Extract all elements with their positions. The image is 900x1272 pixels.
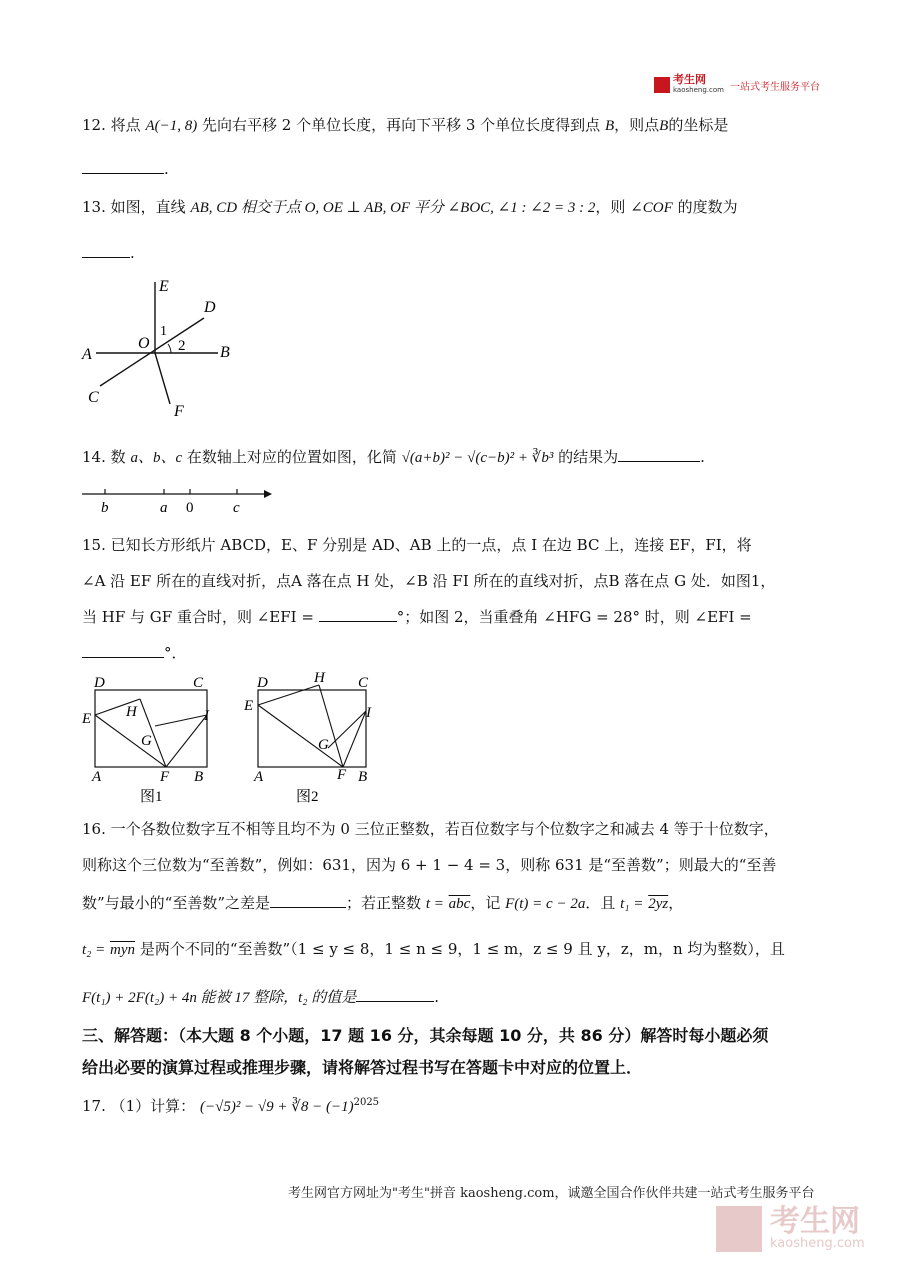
fig1-label-f: F xyxy=(160,769,170,785)
answer-blank[interactable] xyxy=(319,607,397,622)
fig2-label-f: F xyxy=(337,767,347,783)
question-12-answer: . xyxy=(82,156,169,182)
fig2-label-h: H xyxy=(314,670,325,686)
watermark-logo-icon xyxy=(716,1206,762,1252)
question-16: 16. 一个各数位数字互不相等且均不为 0 三位正整数，若百位数字与个位数字之和减去 4 等于十位数字， xyxy=(82,820,779,838)
q15-figure-2 xyxy=(242,668,392,810)
line-cd xyxy=(100,318,204,386)
answer-blank[interactable] xyxy=(82,643,164,658)
fig1-label-c: C xyxy=(193,675,204,691)
watermark xyxy=(716,1206,865,1252)
label-a: A xyxy=(82,346,92,363)
label-b: B xyxy=(220,344,230,361)
header-logo xyxy=(654,74,820,96)
question-15-line4: °． xyxy=(82,640,187,666)
footer-text: 考生网官方网址为"考生"拼音 kaosheng.com，诚邀全国合作伙伴共建一站式考生服务平台 xyxy=(288,1186,815,1201)
q15-figure-1 xyxy=(78,668,228,810)
fig2-label-b: B xyxy=(358,769,368,785)
fig1-caption: 图1 xyxy=(140,789,163,805)
logo-text: 考生网 xyxy=(673,73,706,86)
fig1-label-e: E xyxy=(82,711,92,727)
logo-sub: kaosheng.com xyxy=(673,86,724,94)
watermark-sub: kaosheng.com xyxy=(770,1236,865,1251)
fig2-label-e: E xyxy=(244,698,254,714)
question-16-line5: F(t₁) + 2F(t₂) + 4n 能被 17 整除，t₂ 的值是 . xyxy=(82,988,439,1006)
question-17: 17. （1）计算： (−√5)² − √9 + ∛8 − $(-1)^{2025}$ xyxy=(82,1097,380,1115)
answer-blank[interactable] xyxy=(618,447,700,462)
answer-blank[interactable] xyxy=(270,893,346,908)
q14-number-line xyxy=(80,484,280,518)
angle-2-arc xyxy=(168,344,171,353)
question-12: 12. 将点 A(−1, 8) 先向右平移 2 个单位长度，再向下平移 3 个单位长度得到点 B，则点B的坐标是 xyxy=(82,116,729,134)
axis-label-c: c xyxy=(233,500,240,516)
label-2: 2 xyxy=(178,338,186,354)
question-16-line2: 则称这个三位数为“至善数”，例如：631，因为 6 + 1 − 4 = 3，则称 631 是“至善数”；则最大的“至善 xyxy=(82,856,777,874)
watermark-text: 考生网 xyxy=(770,1204,860,1239)
label-d: D xyxy=(204,299,216,316)
answer-blank[interactable] xyxy=(82,243,130,258)
fig1-label-i: I xyxy=(204,708,209,724)
fig1-label-h: H xyxy=(126,704,137,720)
fig2-label-a: A xyxy=(254,769,264,785)
fig2-caption: 图2 xyxy=(296,789,319,805)
question-16-line3: 数”与最小的“至善数”之差是 ；若正整数 $t = \overline{abc}$，记 F(t) = c − 2a．且 t₁ = 2yz， xyxy=(82,894,684,912)
arrow-head-icon xyxy=(264,490,272,498)
answer-blank[interactable] xyxy=(82,159,164,174)
fig1-label-a: A xyxy=(92,769,102,785)
question-15-line2: ∠A 沿 EF 所在的直线对折，点A 落在点 H 处，∠B 沿 FI 所在的直线对折，点B 落在点 G 处．如图1， xyxy=(82,572,776,590)
label-e: E xyxy=(159,278,169,295)
label-1: 1 xyxy=(160,324,167,339)
label-o: O xyxy=(138,335,150,352)
label-f: F xyxy=(174,403,184,420)
fig2-label-c: C xyxy=(358,675,369,691)
question-13: 13. 如图，直线 AB, CD 相交于点 O, OE ⊥ AB, OF 平分 ∠BOC, ∠1 : ∠2 = 3 : 2，则 ∠COF 的度数为 xyxy=(82,198,738,216)
axis-label-b: b xyxy=(101,500,109,516)
answer-blank[interactable] xyxy=(356,987,434,1002)
question-15-line3: 当 HF 与 GF 重合时，则 ∠EFI = °；如图 2，当重叠角 ∠HFG = 28° 时，则 ∠EFI = xyxy=(82,608,752,626)
fig2-label-d: D xyxy=(257,675,268,691)
question-16-line4: $t_2 = \overline{myn}$ 是两个不同的“至善数”（1 ≤ y ≤ 8，1 ≤ n ≤ 9，1 ≤ m，z ≤ 9 且 y，z，m，n 均为整数），且 xyxy=(82,940,785,958)
section-3-heading: 三、解答题：（本大题 8 个小题，17 题 16 分，其余每题 10 分，共 86 分）解答时每小题必须 给出必要的演算过程或推理步骤，请将解答过程书写在答题卡中对应的位置上． xyxy=(82,1026,769,1077)
question-15: 15. 已知长方形纸片 ABCD，E、F 分别是 AD、AB 上的一点，点 I 在边 BC 上，连接 EF，FI，将 xyxy=(82,536,752,554)
logo-icon xyxy=(654,77,670,93)
fig1-label-d: D xyxy=(94,675,105,691)
fig2-label-g: G xyxy=(318,737,329,753)
question-14: 14. 数 a、b、c 在数轴上对应的位置如图，化简 √(a+b)² − √(c−b)² + ∛b³ 的结果为 . xyxy=(82,448,705,466)
fig2-label-i: I xyxy=(366,705,371,721)
line-of xyxy=(155,353,170,404)
axis-label-0: 0 xyxy=(186,500,194,516)
logo-slogan: 一站式考生服务平台 xyxy=(729,81,820,93)
fig1-label-g: G xyxy=(141,733,152,749)
q13-figure xyxy=(78,274,248,424)
fig1-label-b: B xyxy=(194,769,204,785)
axis-label-a: a xyxy=(160,500,168,516)
label-c: C xyxy=(88,389,99,406)
question-13-answer: . xyxy=(82,240,135,266)
